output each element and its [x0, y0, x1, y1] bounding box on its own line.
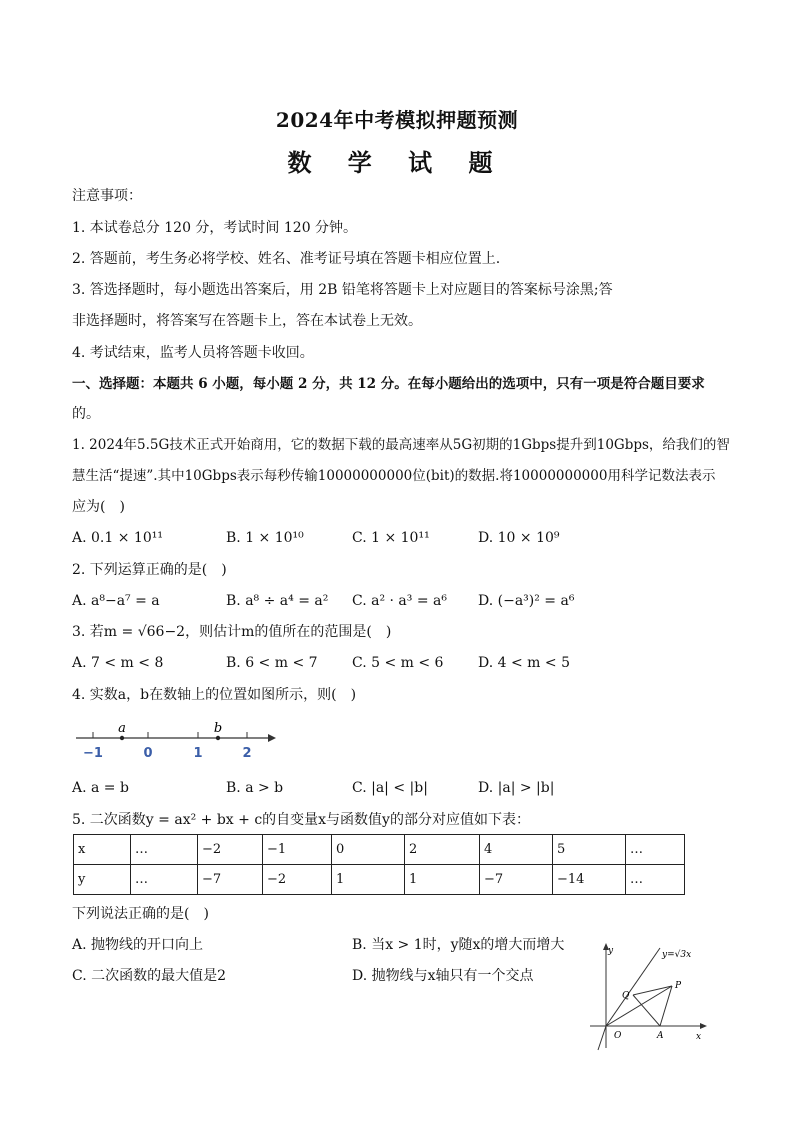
number-line-arrow [268, 734, 276, 742]
table-cell: 2 [405, 835, 480, 865]
note-item: 2. 答题前，考生务必将学校、姓名、准考证号填在答题卡相应位置上. [72, 251, 501, 267]
q2-stem: 2. 下列运算正确的是( ) [72, 562, 227, 578]
q1-option-d: D. 10 × 10⁹ [478, 530, 560, 546]
q5-option-c: C. 二次函数的最大值是2 [72, 968, 227, 984]
table-cell: −2 [263, 865, 332, 895]
point-a-label: a [118, 721, 126, 736]
q1-stem: 应为( ) [72, 499, 125, 515]
table-cell: … [131, 865, 198, 895]
table-cell: −7 [480, 865, 553, 895]
note-item: 3. 答选择题时，每小题选出答案后，用 2B 铅笔将答题卡上对应题目的答案标号涂黑;答 [72, 282, 613, 298]
point-q-label: Q [622, 991, 630, 1001]
q3-option-b: B. 6 < m < 7 [226, 655, 318, 671]
table-cell: 5 [553, 835, 626, 865]
table-cell: −2 [198, 835, 263, 865]
point-p-label: P [675, 981, 682, 991]
notes-heading: 注意事项： [72, 188, 142, 204]
q4-option-a: A. a = b [72, 780, 129, 796]
point-b-dot [216, 736, 220, 740]
table-cell: −14 [553, 865, 626, 895]
tick-label: 2 [242, 746, 252, 761]
table-cell: 0 [332, 835, 405, 865]
q1-option-c: C. 1 × 10¹¹ [352, 530, 430, 546]
table-cell: 1 [332, 865, 405, 895]
value-table [73, 834, 685, 895]
q5-option-b: B. 当x > 1时，y随x的增大而增大 [352, 937, 565, 953]
exam-subtitle: 数 学 试 题 [287, 148, 507, 177]
q5-option-d: D. 抛物线与x轴只有一个交点 [352, 968, 534, 984]
table-cell: −7 [198, 865, 263, 895]
q2-option-a: A. a⁸−a⁷ = a [72, 593, 160, 609]
q2-option-c: C. a² · a³ = a⁶ [352, 593, 447, 609]
q5-stem: 5. 二次函数y = ax² + bx + c的自变量x与函数值y的部分对应值如下表： [72, 812, 530, 828]
note-item: 4. 考试结束，监考人员将答题卡收回。 [72, 345, 314, 361]
line-label: y=√3x [662, 950, 692, 960]
point-b-label: b [213, 721, 223, 736]
line-extension [598, 1026, 606, 1050]
point-a-label: A [657, 1031, 664, 1041]
q2-option-b: B. a⁸ ÷ a⁴ = a² [226, 593, 329, 609]
q4-option-c: C. |a| < |b| [352, 780, 428, 796]
q3-option-c: C. 5 < m < 6 [352, 655, 444, 671]
q3-option-d: D. 4 < m < 5 [478, 655, 570, 671]
geometry-figure [584, 940, 714, 1055]
q5-prompt: 下列说法正确的是( ) [72, 906, 209, 922]
point-a-dot [120, 736, 124, 740]
q4-option-d: D. |a| > |b| [478, 780, 555, 796]
x-axis-arrow [700, 1023, 707, 1029]
tick-label: −1 [83, 746, 103, 761]
q1-option-a: A. 0.1 × 10¹¹ [72, 530, 163, 546]
q3-option-a: A. 7 < m < 8 [72, 655, 164, 671]
table-cell: x [74, 835, 131, 865]
tick-label: 1 [193, 746, 203, 761]
q5-option-a: A. 抛物线的开口向上 [72, 937, 204, 953]
q3-stem: 3. 若m = √66−2，则估计m的值所在的范围是( ) [72, 624, 392, 640]
q1-stem: 慧生活“提速”.其中10Gbps表示每秒传输10000000000位(bit)的数据.将10000000000用科学记数法表示 [72, 468, 716, 484]
origin-label: O [614, 1031, 622, 1041]
section-heading: 一、选择题：本题共 6 小题，每小题 2 分，共 12 分。在每小题给出的选项中，只有一项是符合题目要求 [72, 376, 705, 392]
q1-stem: 1. 2024年5.5G技术正式开始商用，它的数据下载的最高速率从5G初期的1Gbps提升到10Gbps，给我们的智 [72, 437, 730, 453]
x-axis-label: x [696, 1032, 702, 1042]
table-cell: … [626, 865, 685, 895]
note-item: 非选择题时，将答案写在答题卡上，答在本试卷上无效。 [72, 313, 422, 329]
segment-qa [633, 995, 660, 1026]
table-cell: … [131, 835, 198, 865]
table-cell: 1 [405, 865, 480, 895]
q4-option-b: B. a > b [226, 780, 284, 796]
table-row [74, 835, 685, 865]
line-y-sqrt3x [606, 948, 660, 1026]
table-cell: … [626, 835, 685, 865]
segment-qp [633, 986, 672, 995]
q2-option-d: D. (−a³)² = a⁶ [478, 593, 575, 609]
table-row [74, 865, 685, 895]
table-cell: −1 [263, 835, 332, 865]
y-axis-label: y [608, 946, 614, 956]
number-line-figure [72, 718, 278, 764]
tick-label: 0 [143, 746, 153, 761]
table-cell: y [74, 865, 131, 895]
q4-stem: 4. 实数a，b在数轴上的位置如图所示，则( ) [72, 687, 357, 703]
note-item: 1. 本试卷总分 120 分，考试时间 120 分钟。 [72, 220, 358, 236]
section-heading-cont: 的。 [72, 406, 100, 422]
table-cell: 4 [480, 835, 553, 865]
exam-title: 2024年中考模拟押题预测 [275, 108, 519, 132]
q1-option-b: B. 1 × 10¹⁰ [226, 530, 304, 546]
